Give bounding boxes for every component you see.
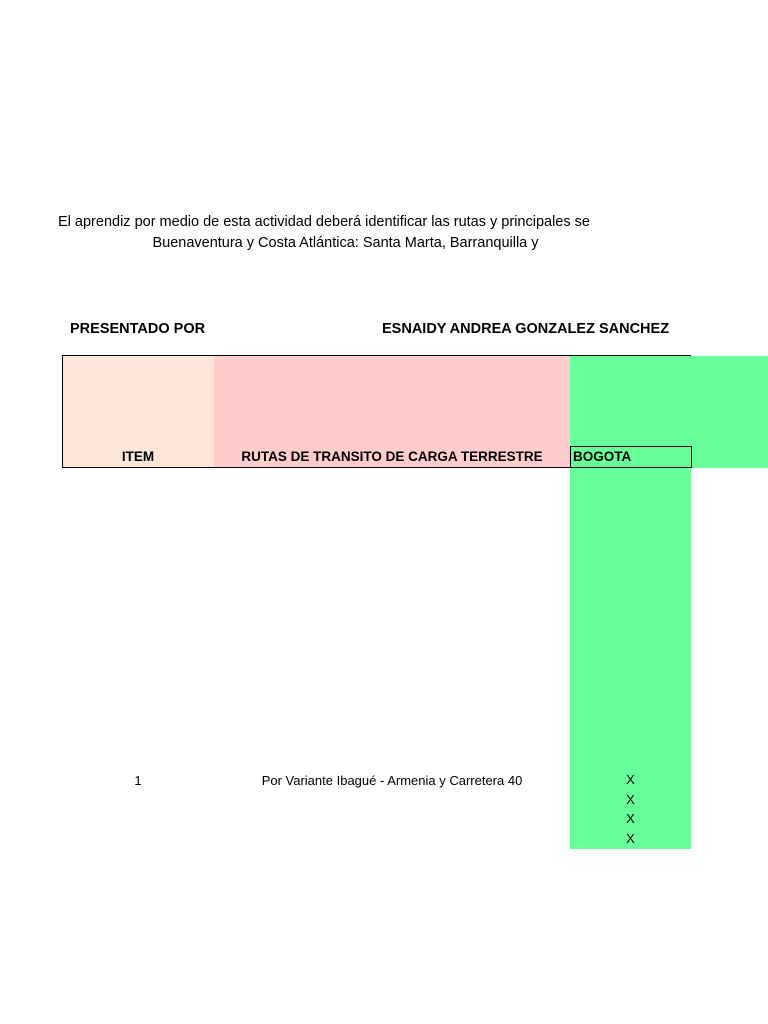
instructions-line-1: El aprendiz por medio de esta actividad deberá identificar las rutas y principales se	[58, 214, 590, 230]
presenter-name: ESNAIDY ANDREA GONZALEZ SANCHEZ	[382, 321, 670, 337]
item-header: ITEM	[121, 449, 155, 464]
bogota-marks	[570, 770, 691, 849]
bogota-header: BOGOTA	[573, 449, 632, 464]
row-item-number: 1	[134, 773, 142, 788]
bogota-mark: X	[626, 811, 635, 827]
rutas-header: RUTAS DE TRANSITO DE CARGA TERRESTRE	[241, 449, 543, 464]
instructions-line-2: Buenaventura y Costa Atlántica: Santa Marta, Barranquilla y	[152, 235, 539, 251]
instructions-text	[0, 212, 691, 254]
bogota-mark: X	[626, 831, 635, 847]
presented-by-label: PRESENTADO POR	[70, 321, 206, 337]
bogota-mark: X	[626, 791, 635, 807]
bogota-mark: X	[626, 772, 635, 787]
row-route-name: Por Variante Ibagué - Armenia y Carretera 40	[261, 773, 523, 788]
